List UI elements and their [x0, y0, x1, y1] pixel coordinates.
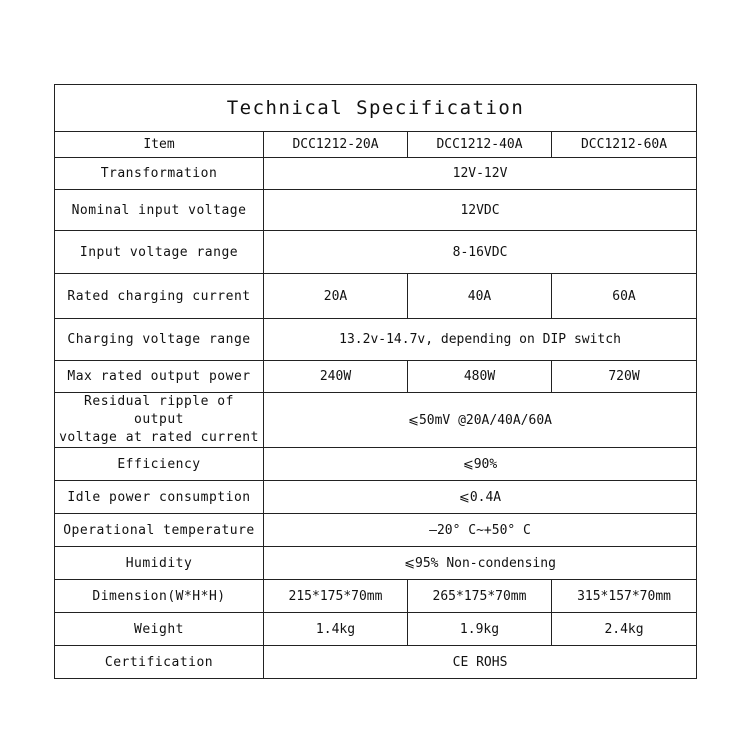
max-power-20a: 240W [264, 361, 408, 393]
row-label-weight: Weight [55, 613, 264, 646]
model-header-20a: DCC1212-20A [264, 132, 408, 158]
dimension-40a: 265*175*70mm [408, 580, 552, 613]
row-label-max-power: Max rated output power [55, 361, 264, 393]
rated-current-60a: 60A [552, 274, 697, 319]
dimension-20a: 215*175*70mm [264, 580, 408, 613]
table-row [55, 190, 697, 231]
model-header-60a: DCC1212-60A [552, 132, 697, 158]
row-label-operational-temp: Operational temperature [55, 514, 264, 547]
weight-40a: 1.9kg [408, 613, 552, 646]
rated-current-40a: 40A [408, 274, 552, 319]
table-row [55, 231, 697, 274]
rated-current-20a: 20A [264, 274, 408, 319]
row-value-efficiency: ⩽90% [264, 448, 697, 481]
weight-60a: 2.4kg [552, 613, 697, 646]
row-value-ripple: ⩽50mV @20A/40A/60A [264, 393, 697, 448]
table-title: Technical Specification [55, 85, 697, 132]
row-label-charging-voltage: Charging voltage range [55, 319, 264, 361]
ripple-label-line2: voltage at rated current [59, 430, 259, 445]
model-header-40a: DCC1212-40A [408, 132, 552, 158]
row-label-input-range: Input voltage range [55, 231, 264, 274]
row-value-transformation: 12V-12V [264, 158, 697, 190]
table-row [55, 448, 697, 481]
table-row [55, 646, 697, 679]
table-row [55, 481, 697, 514]
table-row [55, 361, 697, 393]
table-row [55, 580, 697, 613]
row-label-idle-power: Idle power consumption [55, 481, 264, 514]
row-label-dimension: Dimension(W*H*H) [55, 580, 264, 613]
row-value-operational-temp: —20° C~+50° C [264, 514, 697, 547]
table-row [55, 514, 697, 547]
row-label-nominal-input: Nominal input voltage [55, 190, 264, 231]
row-value-humidity: ⩽95% Non-condensing [264, 547, 697, 580]
row-value-charging-voltage: 13.2v-14.7v, depending on DIP switch [264, 319, 697, 361]
row-label-certification: Certification [55, 646, 264, 679]
row-value-nominal-input: 12VDC [264, 190, 697, 231]
row-value-input-range: 8-16VDC [264, 231, 697, 274]
spec-table [54, 84, 697, 679]
row-label-rated-current: Rated charging current [55, 274, 264, 319]
header-row [55, 132, 697, 158]
table-row [55, 158, 697, 190]
row-label-humidity: Humidity [55, 547, 264, 580]
row-label-transformation: Transformation [55, 158, 264, 190]
table-row [55, 393, 697, 448]
dimension-60a: 315*157*70mm [552, 580, 697, 613]
ripple-label-line1: Residual ripple of output [84, 394, 234, 427]
table-row [55, 547, 697, 580]
weight-20a: 1.4kg [264, 613, 408, 646]
row-label-ripple [55, 393, 264, 448]
table-row [55, 319, 697, 361]
max-power-60a: 720W [552, 361, 697, 393]
item-header: Item [55, 132, 264, 158]
row-label-efficiency: Efficiency [55, 448, 264, 481]
row-value-idle-power: ⩽0.4A [264, 481, 697, 514]
max-power-40a: 480W [408, 361, 552, 393]
table-row [55, 274, 697, 319]
row-value-certification: CE ROHS [264, 646, 697, 679]
title-row [55, 85, 697, 132]
table-row [55, 613, 697, 646]
